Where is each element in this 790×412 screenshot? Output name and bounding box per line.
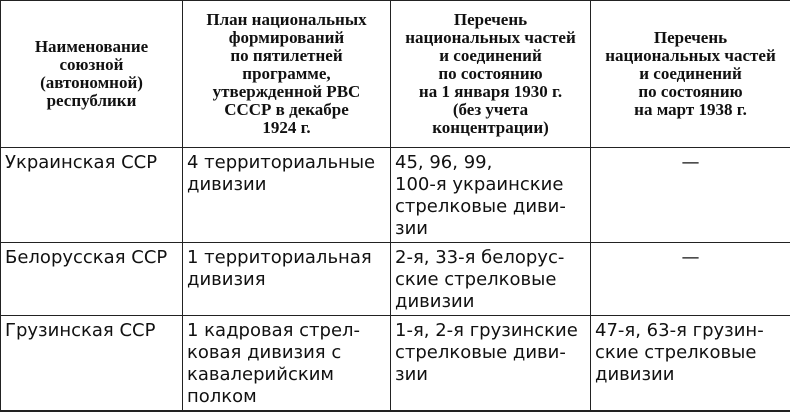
header-plan-1924: План национальных формирований по пятилетней программе, утвержденной РВС СССР в декабре 1924 г. bbox=[183, 1, 391, 148]
header-row bbox=[1, 1, 790, 148]
republic-cell: Грузинская ССР bbox=[1, 316, 183, 412]
table-row bbox=[1, 148, 790, 243]
list-1938-cell: — bbox=[591, 148, 790, 243]
table-row bbox=[1, 243, 790, 316]
plan-1924-cell: 1 кадровая стрел- ковая дивизия с кавалерийским полком bbox=[183, 316, 391, 412]
list-1938-cell: — bbox=[591, 243, 790, 316]
plan-1924-cell: 1 территориальная дивизия bbox=[183, 243, 391, 316]
table-row bbox=[1, 316, 790, 412]
republic-cell: Украинская ССР bbox=[1, 148, 183, 243]
republic-cell: Белорусская ССР bbox=[1, 243, 183, 316]
header-republic: Наименование союзной (автономной) республики bbox=[1, 1, 183, 148]
header-list-1930: Перечень национальных частей и соединений по состоянию на 1 января 1930 г. (без учета концентрации) bbox=[391, 1, 591, 148]
header-list-1938: Перечень национальных частей и соединений по состоянию на март 1938 г. bbox=[591, 1, 790, 148]
list-1930-cell: 1-я, 2-я грузинские стрелковые диви- зии bbox=[391, 316, 591, 412]
list-1938-cell: 47-я, 63-я грузин- ские стрелковые дивизии bbox=[591, 316, 790, 412]
list-1930-cell: 2-я, 33-я белорус- ские стрелковые дивизии bbox=[391, 243, 591, 316]
list-1930-cell: 45, 96, 99, 100-я украинские стрелковые диви- зии bbox=[391, 148, 591, 243]
plan-1924-cell: 4 территориальные дивизии bbox=[183, 148, 391, 243]
